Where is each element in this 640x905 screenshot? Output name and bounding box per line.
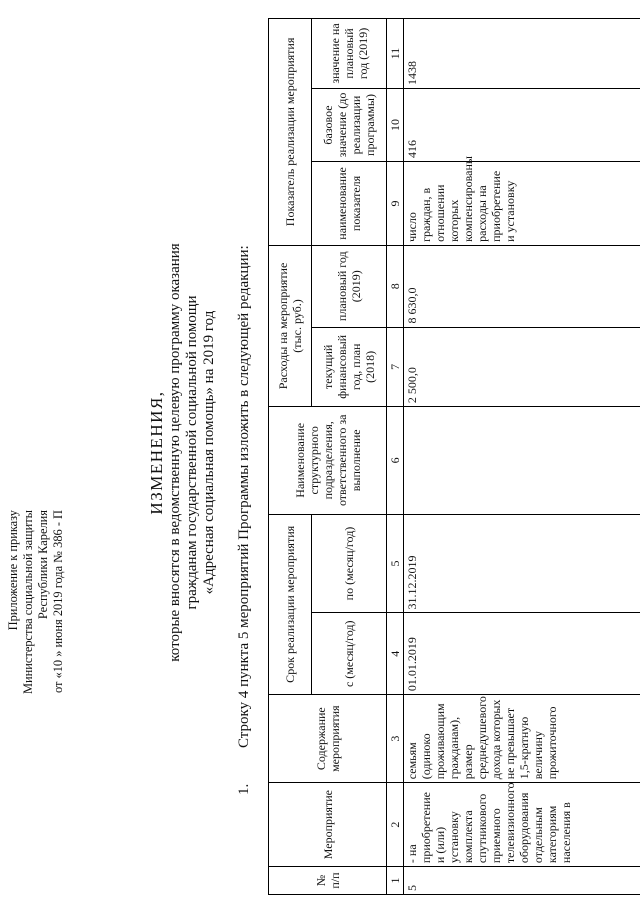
cell-to: 31.12.2019 (404, 514, 640, 613)
index-cell: 10 (387, 88, 404, 161)
approval-line: Приложение к приказу (6, 510, 20, 631)
cell-num: 5 (404, 867, 640, 895)
index-row (387, 19, 404, 895)
index-cell: 8 (387, 245, 404, 327)
item-text: Строку 4 пункта 5 мероприятий Программы изложить в следующей редакции: (236, 245, 252, 748)
cell-event: - на приобретение и (или) установку комплекта спутникового приемного телевизионного оборудования отдельным категориям населения в (404, 783, 640, 867)
cell-content: семьям (одиноко проживающим гражданам), размер среднедушевого дохода которых не превышает 1,5-кратную величину прожиточного (404, 695, 640, 783)
title-line: «Адресная социальная помощь» на 2019 год (201, 310, 217, 595)
header-num: № п/п (269, 867, 387, 895)
header-plan-value: значение на плановый год (2019) (312, 19, 387, 89)
index-cell: 6 (387, 407, 404, 514)
header-division: Наименование структурного подразделения, ответственного за выполнение (269, 407, 387, 514)
title-line: гражданам государственной социальной помощи (184, 295, 200, 610)
index-cell: 7 (387, 327, 404, 407)
cell-planned: 8 630,0 (404, 245, 640, 327)
header-event: Мероприятие (269, 783, 387, 867)
header-planned: плановый год (2019) (312, 245, 387, 327)
title-main: ИЗМЕНЕНИЯ, (147, 390, 166, 515)
approval-stamp (6, 510, 66, 850)
index-cell: 3 (387, 695, 404, 783)
header-to: по (месяц/год) (312, 514, 387, 613)
header-period: Срок реализации мероприятия (269, 514, 312, 695)
cell-indicator-name: число граждан, в отношении которых компенсированы расходы на приобретение и установку (404, 162, 640, 246)
cell-plan-value: 1438 (404, 19, 640, 89)
index-cell: 5 (387, 514, 404, 613)
header-indicator-name: наименование показателя (312, 162, 387, 246)
header-expenses: Расходы на мероприятие (тыс. руб.) (269, 245, 312, 406)
index-cell: 11 (387, 19, 404, 89)
header-base: базовое значение (до реализации программы) (312, 88, 387, 161)
title-line: которые вносятся в ведомственную целевую программу оказания (167, 243, 183, 662)
index-cell: 9 (387, 162, 404, 246)
measures-table (268, 18, 640, 895)
index-cell: 1 (387, 867, 404, 895)
item-paragraph (236, 245, 253, 795)
approval-line: Министерства социальной защиты (21, 510, 35, 694)
cell-from: 01.01.2019 (404, 613, 640, 695)
approval-line: от «10 » июня 2019 года № 386 - П (51, 510, 65, 694)
header-row-1 (269, 19, 312, 895)
index-cell: 4 (387, 613, 404, 695)
header-content: Содержание мероприятия (269, 695, 387, 783)
document-title (148, 0, 218, 905)
header-current: текущий финансовый год, план (2018) (312, 327, 387, 407)
index-cell: 2 (387, 783, 404, 867)
cell-current: 2 500,0 (404, 327, 640, 407)
header-indicator: Показатель реализации мероприятия (269, 19, 312, 246)
item-number: 1. (236, 783, 252, 795)
cell-division (404, 407, 640, 514)
table-row (404, 19, 640, 895)
approval-line: Республики Карелия (36, 510, 50, 620)
header-from: с (месяц/год) (312, 613, 387, 695)
cell-base: 416 (404, 88, 640, 161)
